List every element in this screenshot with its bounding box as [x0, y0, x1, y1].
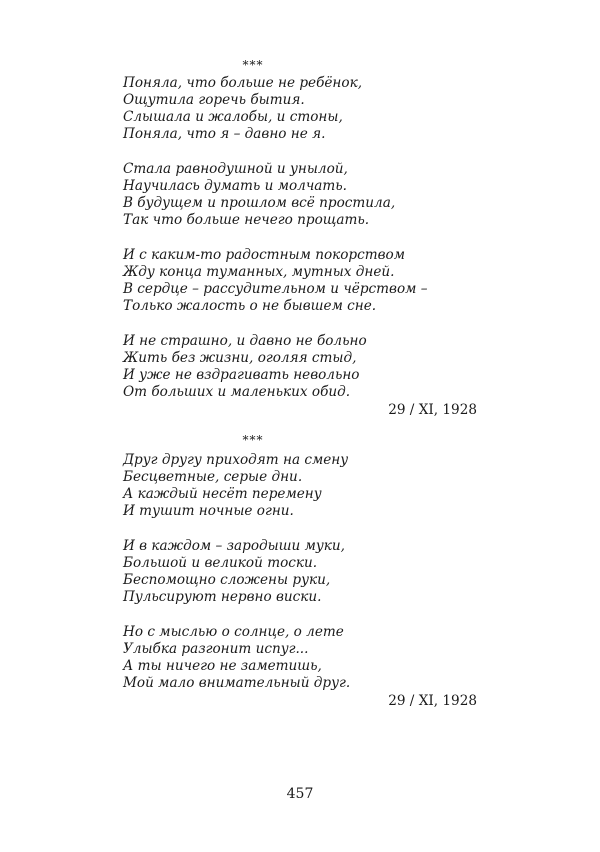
poem-line: А ты ничего не заметишь, — [123, 658, 322, 674]
poem-2 — [123, 433, 483, 718]
poem-line: Стала равнодушной и унылой, — [123, 161, 348, 177]
poem-line: Поняла, что я – давно не я. — [123, 126, 326, 142]
poem-line: И в каждом – зародыши муки, — [123, 538, 345, 554]
poem-separator: *** — [242, 433, 264, 447]
poem-line: Большой и великой тоски. — [123, 555, 318, 571]
poem-line: Поняла, что больше не ребёнок, — [123, 75, 363, 91]
poem-line: Только жалость о не бывшем сне. — [123, 298, 377, 314]
poem-line: И с каким-то радостным покорством — [123, 247, 406, 263]
poem-line: Жить без жизни, оголяя стыд, — [123, 350, 357, 366]
poem-line: Слышала и жалобы, и стоны, — [123, 109, 343, 125]
poem-line: Ощутила горечь бытия. — [123, 92, 305, 108]
poem-line: А каждый несёт перемену — [123, 486, 322, 502]
poem-separator: *** — [242, 58, 264, 72]
poem-date: 29 / XI, 1928 — [388, 402, 477, 418]
poem-line: Улыбка разгонит испуг... — [123, 641, 309, 657]
poem-line: Друг другу приходят на смену — [123, 452, 349, 468]
poem-line: От больших и маленьких обид. — [123, 384, 351, 400]
poem-line: Беспомощно сложены руки, — [123, 572, 331, 588]
poem-line: В сердце – рассудительном и чёрством – — [123, 281, 428, 297]
page-number: 457 — [286, 786, 314, 802]
poem-line: И тушит ночные огни. — [123, 503, 294, 519]
poem-line: Но с мыслью о солнце, о лете — [123, 624, 344, 640]
poem-line: Бесцветные, серые дни. — [123, 469, 303, 485]
poem-date: 29 / XI, 1928 — [388, 693, 477, 709]
poem-line: Пульсируют нервно виски. — [123, 589, 322, 605]
poem-line: В будущем и прошлом всё простила, — [123, 195, 396, 211]
poem-line: Научилась думать и молчать. — [123, 178, 347, 194]
poem-line: Мой мало внимательный друг. — [123, 675, 351, 691]
poem-1 — [123, 58, 483, 428]
poem-line: Жду конца туманных, мутных дней. — [123, 264, 395, 280]
poem-line: И уже не вздрагивать невольно — [123, 367, 360, 383]
poem-line: И не страшно, и давно не больно — [123, 333, 367, 349]
poem-line: Так что больше нечего прощать. — [123, 212, 370, 228]
